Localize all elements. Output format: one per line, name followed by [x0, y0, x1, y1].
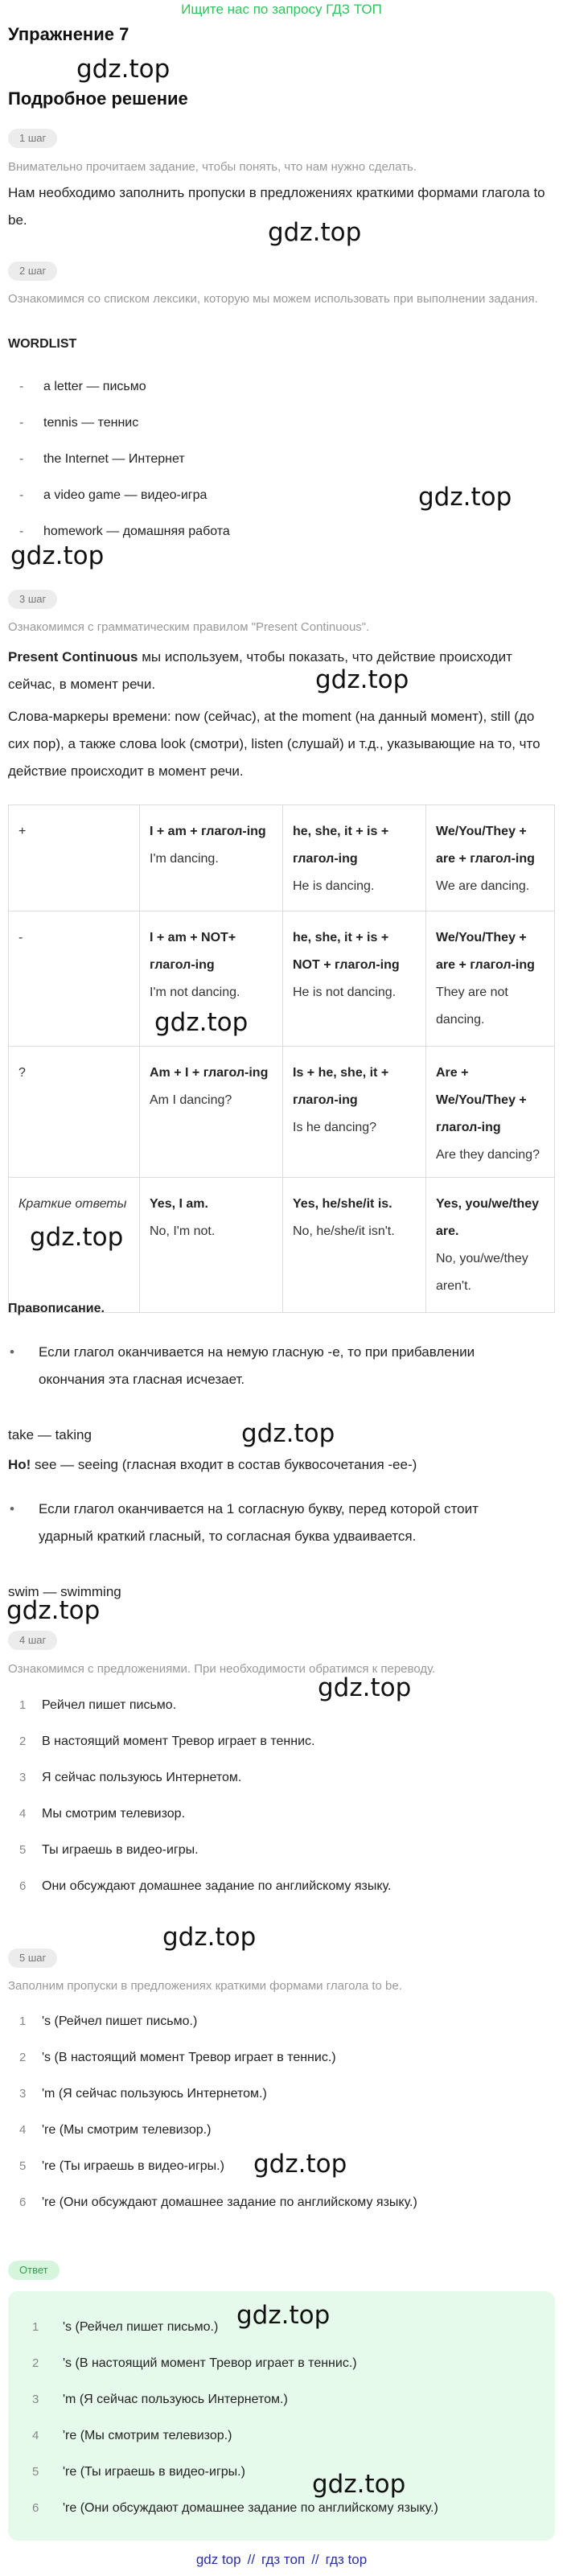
table-cell: + — [9, 805, 140, 911]
rule-text: Present Continuous мы используем, чтобы показать, что действие происходит сейчас, в момент речи. — [8, 649, 512, 692]
table-cell: Is + he, she, it + глагол-ing Is he dancing? — [283, 1047, 426, 1178]
search-hint-link[interactable]: Ищите нас по запросу ГДЗ ТОП — [181, 2, 382, 17]
table-cell: We/You/They + are + глагол-ing They are not dancing. — [426, 911, 555, 1047]
list-item: 5 're (Ты играешь в видео-игры.) — [32, 2464, 245, 2479]
table-cell: Краткие ответы — [9, 1178, 140, 1313]
sentences-list — [8, 1687, 391, 1904]
watermark: gdz.top — [154, 1008, 249, 1037]
list-item: 1 's (Рейчел пишет письмо.) — [32, 2319, 219, 2334]
watermark: gdz.top — [76, 55, 171, 84]
list-item: - the Internet — Интернет — [19, 451, 185, 466]
list-item: 4 Мы смотрим телевизор. — [19, 1806, 186, 1821]
step-3-note: Ознакомимся с грамматическим правилом "Present Continuous". — [8, 620, 370, 634]
list-item: 3 'm (Я сейчас пользуюсь Интернетом.) — [32, 2392, 288, 2406]
table-cell: We/You/They + are + глагол-ing We are dancing. — [426, 805, 555, 911]
table-cell: Are + We/You/They + глагол-ing Are they dancing? — [426, 1047, 555, 1178]
watermark: gdz.top — [253, 2150, 347, 2179]
watermark: gdz.top — [241, 1419, 335, 1448]
watermark: gdz.top — [268, 218, 362, 247]
list-item: - a video game — видео-игра — [19, 488, 208, 502]
wordlist — [8, 368, 230, 549]
footer-link[interactable]: gdz top — [195, 2552, 241, 2567]
list-item: 3 Я сейчас пользуюсь Интернетом. — [19, 1770, 242, 1784]
watermark: gdz.top — [236, 2301, 331, 2330]
step-3-badge: 3 шаг — [8, 590, 57, 609]
step-1-badge: 1 шаг — [8, 129, 57, 148]
table-cell: he, she, it + is + NOT + глагол-ing He is not dancing. — [283, 911, 426, 1047]
watermark: gdz.top — [318, 1673, 412, 1702]
list-item: 6 're (Они обсуждают домашнее задание по английскому языку.) — [32, 2500, 438, 2515]
table-cell: - — [9, 911, 140, 1047]
table-cell: Yes, he/she/it is. No, he/she/it isn't. — [283, 1178, 426, 1313]
table-cell: Yes, I am. No, I'm not. — [140, 1178, 283, 1313]
list-item: 5 're (Ты играешь в видео-игры.) — [19, 2158, 224, 2173]
watermark: gdz.top — [162, 1923, 257, 1952]
step-1-text: Нам необходимо заполнить пропуски в предложениях краткими формами глагола to be. — [8, 185, 545, 228]
list-item: 3 'm (Я сейчас пользуюсь Интернетом.) — [19, 2086, 267, 2101]
watermark: gdz.top — [10, 541, 105, 570]
filled-sentences-list — [8, 2003, 417, 2220]
table-cell: Yes, you/we/they are. No, you/we/they aren't. — [426, 1178, 555, 1313]
answer-badge: Ответ — [8, 2261, 60, 2280]
list-item: 2 В настоящий момент Тревор играет в теннис. — [19, 1734, 315, 1748]
exception-note: Ho! see — seeing (гласная входит в состав буквосочетания -ee-) — [8, 1457, 417, 1472]
watermark: gdz.top — [418, 483, 512, 512]
spelling-rule-2: • Если глагол оканчивается на 1 согласную букву, перед которой стоит ударный краткий гласный, то согласная буква удваивается. — [10, 1501, 479, 1544]
table-cell: I + am + NOT+ глагол-ing I'm not dancing. — [140, 911, 283, 1047]
page-title: Упражнение 7 — [8, 24, 129, 44]
table-row — [9, 805, 555, 911]
list-item: - tennis — теннис — [19, 415, 139, 430]
spelling-rule-1: • Если глагол оканчивается на немую гласную -e, то при прибавлении окончания эта гласная исчезает. — [10, 1344, 475, 1387]
step-4-badge: 4 шаг — [8, 1631, 57, 1650]
step-5-badge: 5 шаг — [8, 1948, 57, 1968]
table-cell: he, she, it + is + глагол-ing He is dancing. — [283, 805, 426, 911]
list-item: 1 Рейчел пишет письмо. — [19, 1697, 177, 1712]
table-cell: I + am + глагол-ing I'm dancing. — [140, 805, 283, 911]
table-cell: Am + I + глагол-ing Am I dancing? — [140, 1047, 283, 1178]
time-markers-text: Слова-маркеры времени: now (сейчас), at the moment (на данный момент), still (до сих пор), а также слова look (смотри), listen (слушай) и т.д., указывающие на то, что действие происходит в момент речи. — [8, 709, 540, 779]
step-2-note: Ознакомимся со списком лексики, которую мы можем использовать при выполнении задания. — [8, 292, 538, 306]
watermark: gdz.top — [6, 1596, 101, 1625]
solution-subtitle: Подробное решение — [8, 88, 188, 109]
table-cell: ? — [9, 1047, 140, 1178]
step-2-badge: 2 шаг — [8, 261, 57, 281]
list-item: 2 's (В настоящий момент Тревор играет в теннис.) — [19, 2050, 336, 2064]
list-item: 4 're (Мы смотрим телевизор.) — [19, 2122, 212, 2137]
list-item: - homework — домашняя работа — [19, 524, 230, 538]
table-row — [9, 911, 555, 1047]
watermark: gdz.top — [30, 1223, 124, 1252]
step-1-note: Внимательно прочитаем задание, чтобы понять, что нам нужно сделать. — [8, 160, 417, 174]
spelling-heading: Правописание. — [8, 1302, 105, 1315]
watermark: gdz.top — [315, 665, 409, 694]
list-item: 4 're (Мы смотрим телевизор.) — [32, 2428, 232, 2442]
watermark: gdz.top — [312, 2470, 406, 2499]
list-item: 5 Ты играешь в видео-игры. — [19, 1842, 199, 1857]
wordlist-heading: WORDLIST — [8, 337, 77, 351]
step-5-note: Заполним пропуски в предложениях краткими формами глагола to be. — [8, 1979, 402, 1993]
example-swim: swim — swimming — [8, 1584, 121, 1599]
example-take: take — taking — [8, 1427, 92, 1442]
footer-link[interactable]: гдз top — [325, 2552, 368, 2567]
list-item: 2 's (В настоящий момент Тревор играет в теннис.) — [32, 2356, 357, 2370]
footer-link[interactable]: гдз топ — [261, 2552, 306, 2567]
footer-links — [0, 2552, 563, 2568]
table-row — [9, 1047, 555, 1178]
footer-separator: // — [247, 2552, 256, 2567]
footer-separator: // — [311, 2552, 319, 2567]
list-item: - a letter — письмо — [19, 379, 146, 393]
list-item: 1 's (Рейчел пишет письмо.) — [19, 2014, 198, 2028]
list-item: 6 're (Они обсуждают домашнее задание по английскому языку.) — [19, 2195, 417, 2209]
list-item: 6 Они обсуждают домашнее задание по английскому языку. — [19, 1879, 392, 1893]
step-4-note: Ознакомимся с предложениями. При необходимости обратимся к переводу. — [8, 1662, 436, 1676]
